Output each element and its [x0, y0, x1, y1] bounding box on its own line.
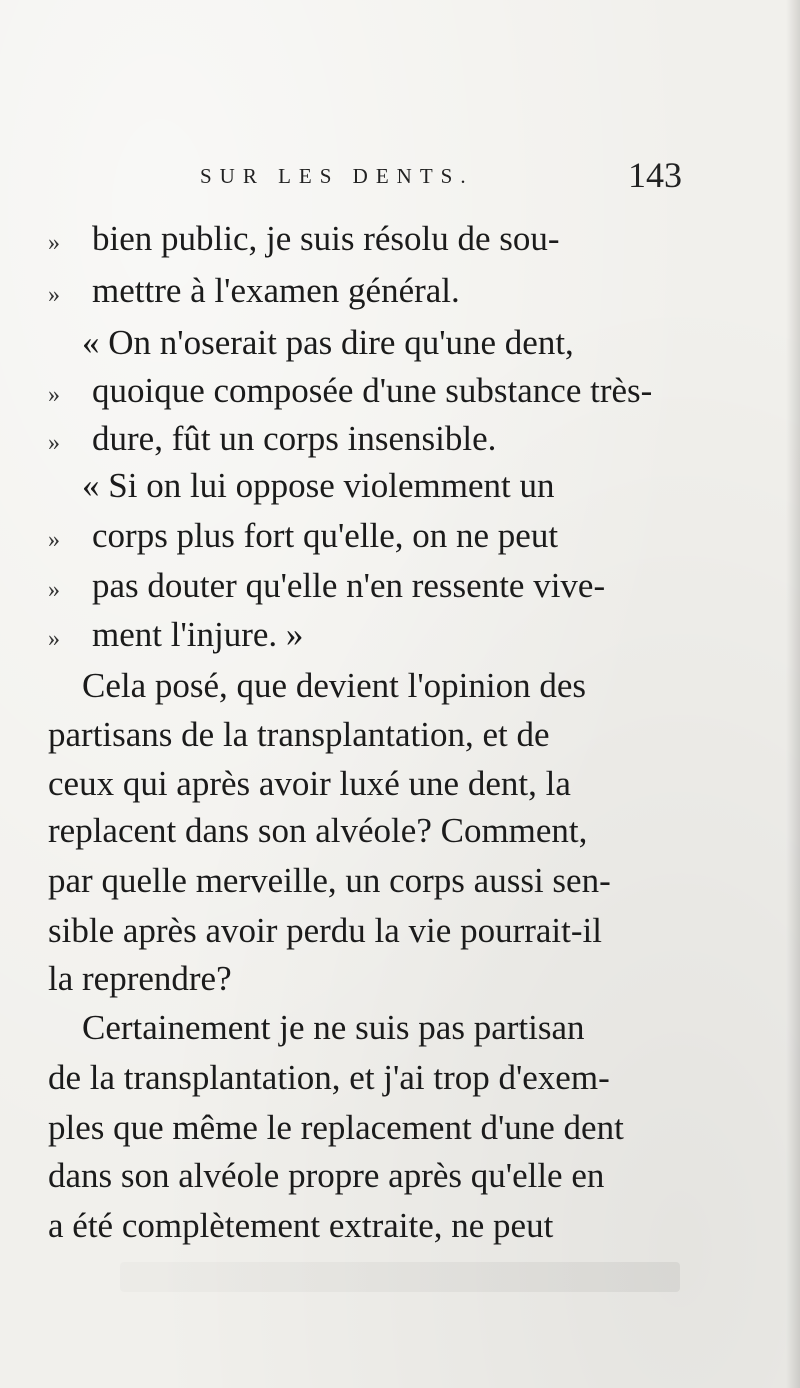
text-line [92, 609, 303, 661]
quote-mark: » [48, 430, 60, 456]
text-line [82, 1002, 585, 1054]
line-text: corps plus fort qu'elle, on ne peut [92, 516, 559, 555]
text-line [82, 460, 554, 512]
line-text: la reprendre? [48, 959, 232, 998]
text-line [92, 510, 558, 562]
quote-mark: » [48, 230, 60, 256]
line-text: « On n'oserait pas dire qu'une dent, [82, 323, 574, 362]
text-line [48, 905, 602, 957]
quote-mark: » [48, 626, 60, 652]
line-text: ceux qui après avoir luxé une dent, la [48, 764, 571, 803]
line-text: Certainement je ne suis pas partisan [82, 1008, 585, 1047]
text-line [82, 317, 574, 369]
text-line [48, 805, 587, 857]
line-text: dans son alvéole propre après qu'elle en [48, 1156, 605, 1195]
text-line [92, 213, 560, 265]
text-line [92, 560, 605, 612]
text-line [92, 265, 460, 317]
text-line [92, 365, 652, 417]
line-text: replacent dans son alvéole? Comment, [48, 811, 588, 850]
text-line [82, 660, 586, 712]
text-line [48, 1200, 553, 1252]
line-text: bien public, je suis résolu de sou- [92, 219, 560, 258]
line-text: pas douter qu'elle n'en ressente vive- [92, 566, 606, 605]
text-line [48, 1102, 624, 1154]
text-line [48, 953, 232, 1005]
line-text: dure, fût un corps insensible. [92, 419, 497, 458]
line-text: ment l'injure. » [92, 615, 304, 654]
line-text: a été complètement extraite, ne peut [48, 1206, 554, 1245]
quote-mark: » [48, 577, 60, 603]
line-text: Cela posé, que devient l'opinion des [82, 666, 586, 705]
text-line [48, 855, 611, 907]
quote-mark: » [48, 527, 60, 553]
line-text: sible après avoir perdu la vie pourrait-il [48, 911, 602, 950]
text-line [48, 758, 571, 810]
show-through-decoration [120, 1262, 680, 1292]
line-text: partisans de la transplantation, et de [48, 715, 550, 754]
page-header [200, 155, 682, 198]
line-text: ples que même le replacement d'une dent [48, 1108, 624, 1147]
page-edge-shadow [786, 0, 800, 1388]
text-line [48, 709, 550, 761]
running-title: SUR LES DENTS. [200, 164, 474, 188]
quote-mark: » [48, 382, 60, 408]
line-text: de la transplantation, et j'ai trop d'exem- [48, 1058, 610, 1097]
line-text: mettre à l'examen général. [92, 271, 460, 310]
line-text: quoique composée d'une substance très- [92, 371, 653, 410]
text-line [92, 413, 496, 465]
quote-mark: » [48, 282, 60, 308]
page-number: 143 [628, 155, 682, 195]
line-text: par quelle merveille, un corps aussi sen- [48, 861, 611, 900]
line-text: « Si on lui oppose violemment un [82, 466, 555, 505]
text-line [48, 1052, 610, 1104]
text-line [48, 1150, 604, 1202]
